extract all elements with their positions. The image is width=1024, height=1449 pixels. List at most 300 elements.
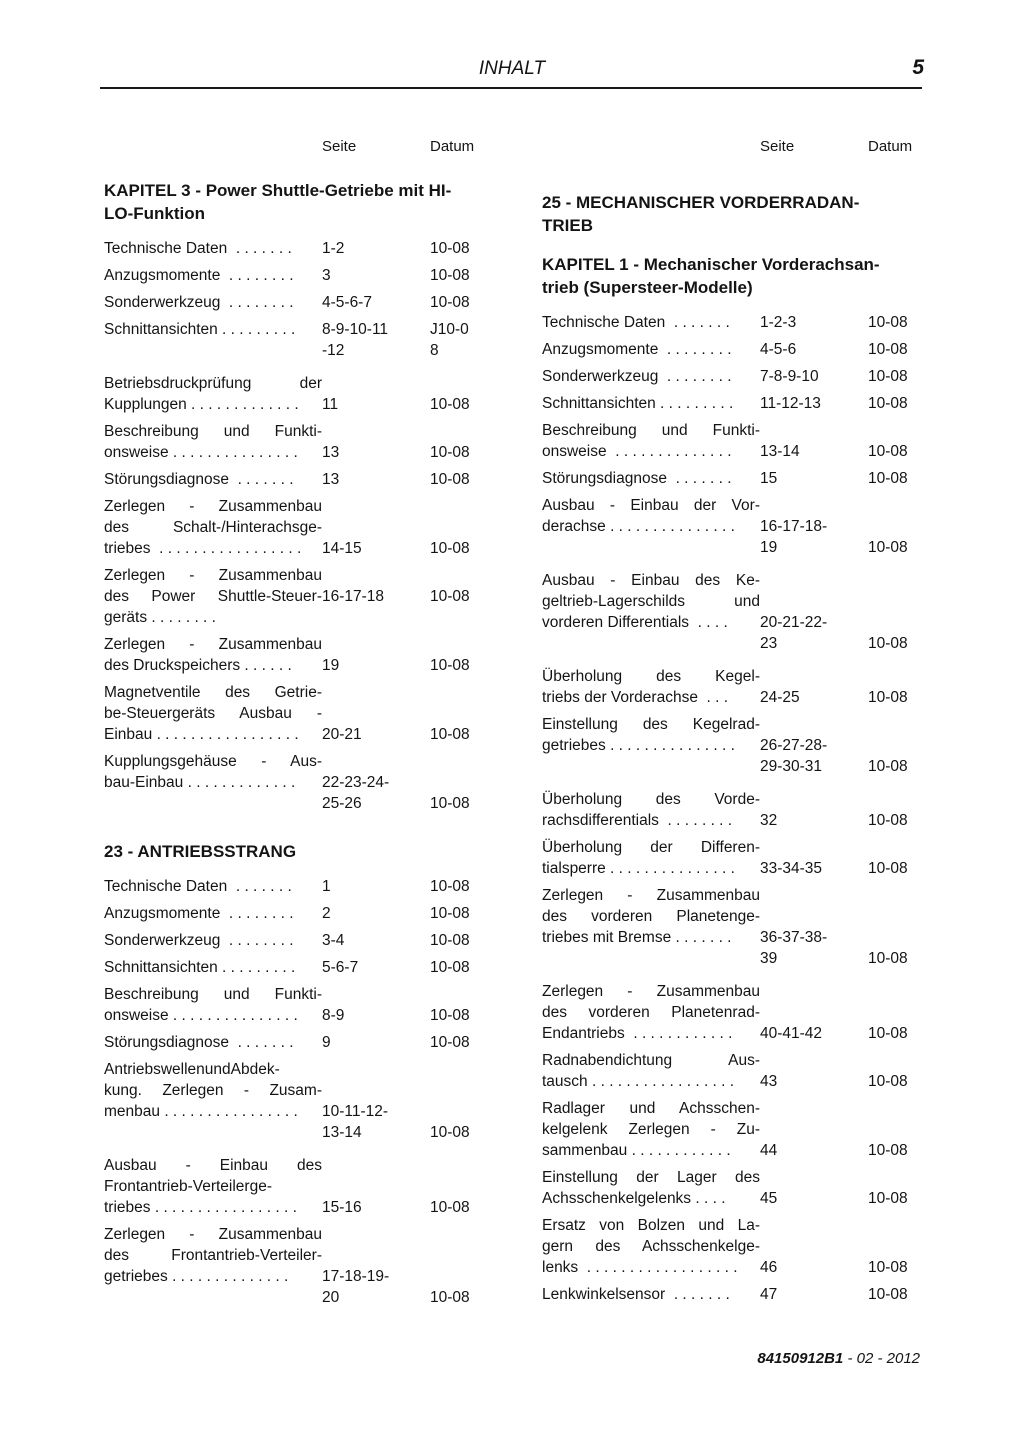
toc-entry-line: [104, 538, 484, 559]
toc-entry-line: [104, 655, 484, 676]
entry-title: kelgelenk Zerlegen - Zu-: [542, 1121, 760, 1138]
entry-page: 16-17-18-: [760, 518, 828, 535]
entry-page: 11: [322, 396, 339, 413]
toc-entry: [542, 495, 922, 558]
entry-page: [760, 885, 868, 906]
entry-page: 13-14: [322, 1124, 362, 1141]
entry-page: [322, 984, 430, 1005]
entry-datum: 10-08: [430, 396, 470, 413]
toc-entry-line: [104, 292, 484, 313]
entry-title: triebes mit Bremse . . . . . . .: [542, 929, 732, 946]
entry-page: [760, 570, 868, 591]
entry-page: 5-6-7: [322, 959, 359, 976]
entry-datum: [430, 517, 484, 538]
entry-datum: 10-08: [430, 267, 470, 284]
section-heading-line: 25 - MECHANISCHER VORDERRADAN-: [542, 193, 860, 212]
entry-page: 39: [760, 950, 778, 967]
entry-datum: 10-08: [430, 588, 470, 605]
entry-title: Schnittansichten . . . . . . . . .: [542, 395, 734, 412]
entry-datum: [868, 735, 922, 756]
toc-entry: [542, 570, 922, 654]
entry-title: vorderen Differentials . . . .: [542, 614, 728, 631]
entry-datum: [868, 714, 922, 735]
entry-datum: [868, 1215, 922, 1236]
entry-datum: [868, 906, 922, 927]
entry-datum: [868, 837, 922, 858]
entry-datum: 10-08: [430, 932, 470, 949]
entry-page: 20-21-22-: [760, 614, 828, 631]
toc-entry-line: [542, 687, 922, 708]
entry-page: 15-16: [322, 1199, 362, 1216]
entry-page: [322, 682, 430, 703]
entry-page: [760, 1098, 868, 1119]
entry-page: [760, 420, 868, 441]
toc-entry: [104, 496, 484, 559]
toc-entry-line: [542, 1071, 922, 1092]
toc-entry: [542, 885, 922, 969]
toc-entry: [542, 789, 922, 831]
entry-title: Lenkwinkelsensor . . . . . . .: [542, 1286, 730, 1303]
entry-title: Zerlegen - Zusammenbau: [104, 567, 322, 584]
entry-datum: 10-08: [868, 1025, 908, 1042]
entry-datum: [868, 591, 922, 612]
entry-title: Anzugsmomente . . . . . . . .: [104, 905, 294, 922]
entry-title: Endantriebs . . . . . . . . . . . .: [542, 1025, 733, 1042]
entry-title: getriebes . . . . . . . . . . . . . .: [104, 1268, 289, 1285]
entry-datum: [430, 1101, 484, 1122]
entry-title: Zerlegen - Zusammenbau: [104, 498, 322, 515]
toc-entry-line: [104, 634, 484, 655]
entry-datum: 10-08: [868, 812, 908, 829]
section-heading-line: 23 - ANTRIEBSSTRANG: [104, 842, 297, 861]
entry-datum: 10-08: [868, 758, 908, 775]
toc-entry: [104, 292, 484, 313]
entry-title: Beschreibung und Funkti-: [104, 986, 322, 1003]
toc-entry: [542, 312, 922, 333]
toc-entry-line: [104, 496, 484, 517]
datum-label: Datum: [868, 138, 913, 155]
toc-entry-line: [542, 1167, 922, 1188]
toc-entry-line: [542, 1119, 922, 1140]
entry-title: getriebes . . . . . . . . . . . . . . .: [542, 737, 735, 754]
toc-entry-line: [104, 442, 484, 463]
entry-page: [760, 714, 868, 735]
toc-entry-line: [542, 906, 922, 927]
entry-page: [760, 837, 868, 858]
entry-title: onsweise . . . . . . . . . . . . . .: [542, 443, 732, 460]
entry-title: tialsperre . . . . . . . . . . . . . . .: [542, 860, 735, 877]
toc-entry-line: [104, 373, 484, 394]
toc-entry: [104, 751, 484, 814]
entry-title: sammenbau . . . . . . . . . . . .: [542, 1142, 731, 1159]
entry-title: Zerlegen - Zusammenbau: [542, 983, 760, 1000]
entry-title: Einbau . . . . . . . . . . . . . . . . .: [104, 726, 299, 743]
entry-datum: [430, 1155, 484, 1176]
entry-datum: 10-08: [430, 878, 470, 895]
toc-entry-line: [542, 927, 922, 948]
toc-entry: [104, 903, 484, 924]
entry-datum: [868, 1236, 922, 1257]
entry-datum: [868, 1098, 922, 1119]
toc-entry-line: [104, 1197, 484, 1218]
toc-entry-line: [542, 1284, 922, 1305]
entry-datum: [868, 927, 922, 948]
entry-datum: [430, 1245, 484, 1266]
entry-page: -12: [322, 342, 345, 359]
toc-entry-line: [542, 981, 922, 1002]
entry-page: 47: [760, 1286, 778, 1303]
toc-entries: [542, 312, 922, 1305]
seite-label: Seite: [322, 138, 357, 155]
entry-title: rachsdifferentials . . . . . . . .: [542, 812, 733, 829]
entry-title: [542, 633, 760, 654]
toc-entry: [104, 984, 484, 1026]
toc-entry-line: [104, 1101, 484, 1122]
entry-title: Überholung des Kegel-: [542, 668, 760, 685]
entry-page: 8-9-10-11: [322, 321, 389, 338]
toc-entry: [104, 238, 484, 259]
toc-entry: [542, 837, 922, 879]
entry-page: [760, 1215, 868, 1236]
toc-entry-line: [542, 1236, 922, 1257]
entry-page: [322, 1155, 430, 1176]
entry-datum: 10-08: [868, 1286, 908, 1303]
entry-datum: 10-08: [430, 959, 470, 976]
entry-datum: 10-08: [868, 635, 908, 652]
toc-entry-line: [104, 586, 484, 607]
entry-datum: 10-08: [868, 368, 908, 385]
entry-page: 26-27-28-: [760, 737, 828, 754]
toc-entry-line: [104, 793, 484, 814]
toc-entry-line: [104, 930, 484, 951]
entry-datum: 10-08: [430, 240, 470, 257]
section-heading-line: LO-Funktion: [104, 204, 206, 223]
entry-title: Störungsdiagnose . . . . . . .: [104, 471, 294, 488]
toc-sections-left: [104, 157, 484, 1320]
entry-page: 10-11-12-: [322, 1103, 389, 1120]
toc-entry-line: [542, 837, 922, 858]
entry-page: [322, 607, 430, 628]
toc-entry: [104, 265, 484, 286]
toc-entry-line: [104, 1155, 484, 1176]
entry-title: Schnittansichten . . . . . . . . .: [104, 959, 296, 976]
entry-page: 1-2-3: [760, 314, 797, 331]
entry-page: [760, 495, 868, 516]
entry-page: 8-9: [322, 1007, 345, 1024]
entry-title: [542, 948, 760, 969]
toc-column-right: [542, 136, 922, 1320]
column-header-spacer: [542, 136, 760, 157]
entry-datum: 10-08: [868, 539, 908, 556]
toc-entry: [104, 957, 484, 978]
entry-datum: 10-08: [868, 341, 908, 358]
entry-page: [322, 634, 430, 655]
toc-entry: [542, 1167, 922, 1209]
toc-entry-line: [542, 420, 922, 441]
entry-title: Störungsdiagnose . . . . . . .: [104, 1034, 294, 1051]
entry-page: [760, 1119, 868, 1140]
toc-entry: [104, 1059, 484, 1143]
entry-title: triebes . . . . . . . . . . . . . . . . .: [104, 540, 302, 557]
toc-entry: [104, 634, 484, 676]
entry-page: 32: [760, 812, 778, 829]
toc-entry-line: [104, 703, 484, 724]
entry-title: des vorderen Planetenge-: [542, 908, 760, 925]
entry-datum: J10-0: [430, 321, 469, 338]
entry-page: 17-18-19-: [322, 1268, 390, 1285]
entry-page: [322, 751, 430, 772]
entry-datum: [430, 373, 484, 394]
toc-entry-line: [542, 1215, 922, 1236]
entry-datum: [430, 1176, 484, 1197]
entry-page: 11-12-13: [760, 395, 821, 412]
entry-title: Technische Daten . . . . . . .: [104, 878, 292, 895]
toc-entry-line: [542, 441, 922, 462]
entry-title: Ersatz von Bolzen und La-: [542, 1217, 760, 1234]
entry-title: derachse . . . . . . . . . . . . . . .: [542, 518, 735, 535]
column-header-spacer: [104, 136, 322, 157]
toc-entry-line: [104, 903, 484, 924]
toc-section: [542, 253, 922, 1311]
page-header: [100, 58, 924, 82]
entry-datum: [868, 789, 922, 810]
entry-datum: 10-08: [430, 657, 470, 674]
column-headers-right: [542, 136, 922, 157]
entry-page: 9: [322, 1034, 331, 1051]
entry-page: [322, 1224, 430, 1245]
toc-entry-line: [104, 772, 484, 793]
entry-page: [322, 1080, 430, 1101]
entry-title: Radlager und Achsschen-: [542, 1100, 760, 1117]
toc-entry: [542, 981, 922, 1044]
toc-entry-line: [542, 633, 922, 654]
toc-entry-line: [542, 885, 922, 906]
entry-page: [760, 906, 868, 927]
toc-entries: [104, 238, 484, 814]
toc-entry-line: [104, 394, 484, 415]
entry-page: [322, 1245, 430, 1266]
toc-entry-line: [104, 517, 484, 538]
entry-datum: 10-08: [868, 470, 908, 487]
entry-title: Sonderwerkzeug . . . . . . . .: [542, 368, 732, 385]
entry-datum: [430, 772, 484, 793]
entry-title: [104, 1287, 322, 1308]
entry-page: 33-34-35: [760, 860, 823, 877]
toc-entry-line: [104, 340, 484, 361]
entry-title: menbau . . . . . . . . . . . . . . . .: [104, 1103, 298, 1120]
toc-entry-line: [542, 810, 922, 831]
toc-entry: [542, 1284, 922, 1305]
entry-title: des Power Shuttle-Steuer-: [104, 588, 322, 605]
entry-datum: 10-08: [430, 1289, 470, 1306]
toc-entry: [104, 469, 484, 490]
entry-page: [760, 1002, 868, 1023]
toc-entry-line: [104, 265, 484, 286]
toc-entry: [542, 714, 922, 777]
entry-datum: 10-08: [868, 689, 908, 706]
entry-datum: [868, 1002, 922, 1023]
entry-datum: 10-08: [868, 1142, 908, 1159]
page-footer: [757, 1350, 920, 1367]
toc-entry-line: [542, 468, 922, 489]
entry-datum: 10-08: [868, 1259, 908, 1276]
toc-entry-line: [542, 1023, 922, 1044]
toc-entry-line: [542, 948, 922, 969]
entry-title: des vorderen Planetenrad-: [542, 1004, 760, 1021]
toc-entry: [104, 682, 484, 745]
entry-datum: 10-08: [430, 1199, 470, 1216]
entry-page: [760, 981, 868, 1002]
entry-title: [104, 340, 322, 361]
toc-entry-line: [542, 393, 922, 414]
entry-page: 3: [322, 267, 331, 284]
toc-entry-line: [542, 1098, 922, 1119]
toc-entry-line: [542, 366, 922, 387]
entry-page: 45: [760, 1190, 778, 1207]
section-heading: [104, 179, 484, 225]
entry-title: Sonderwerkzeug . . . . . . . .: [104, 932, 294, 949]
entry-title: be-Steuergeräts Ausbau -: [104, 705, 322, 722]
entry-page: 4-5-6: [760, 341, 797, 358]
toc-entry-line: [104, 984, 484, 1005]
entry-page: 46: [760, 1259, 778, 1276]
entry-datum: [430, 634, 484, 655]
entry-page: [760, 1167, 868, 1188]
entry-datum: [430, 751, 484, 772]
toc-entry-line: [104, 607, 484, 628]
entry-datum: [430, 682, 484, 703]
entry-page: [322, 496, 430, 517]
toc-entry-line: [542, 756, 922, 777]
entry-datum: [868, 495, 922, 516]
entry-title: [104, 793, 322, 814]
entry-title: des Schalt-/Hinterachsge-: [104, 519, 322, 536]
entry-page: 23: [760, 635, 778, 652]
toc-entry-line: [104, 876, 484, 897]
entry-title: Ausbau - Einbau der Vor-: [542, 497, 760, 514]
toc-entry-line: [104, 1032, 484, 1053]
entry-datum: 10-08: [868, 950, 908, 967]
toc-entry-line: [104, 724, 484, 745]
entry-page: 25-26: [322, 795, 362, 812]
entry-page: 13: [322, 444, 340, 461]
entry-page: 14-15: [322, 540, 362, 557]
entry-page: 7-8-9-10: [760, 368, 819, 385]
entry-title: tausch . . . . . . . . . . . . . . . . .: [542, 1073, 735, 1090]
entry-datum: [868, 570, 922, 591]
toc-entry-line: [542, 612, 922, 633]
toc-entry: [542, 468, 922, 489]
entry-datum: 10-08: [430, 905, 470, 922]
toc-content: [104, 136, 922, 1320]
entry-page: 13: [322, 471, 340, 488]
entry-page: 44: [760, 1142, 778, 1159]
page-number: 5: [912, 56, 924, 79]
entry-title: Technische Daten . . . . . . .: [542, 314, 730, 331]
toc-entry: [542, 666, 922, 708]
entry-datum: 10-08: [868, 395, 908, 412]
entry-page: [322, 373, 430, 394]
section-heading: [542, 191, 922, 237]
entry-datum: [430, 607, 484, 628]
entry-datum: [430, 703, 484, 724]
toc-entry-line: [104, 1266, 484, 1287]
entry-page: 3-4: [322, 932, 345, 949]
entry-title: Ausbau - Einbau des Ke-: [542, 572, 760, 589]
entry-page: [760, 666, 868, 687]
entry-page: [760, 789, 868, 810]
entry-title: Kupplungen . . . . . . . . . . . . .: [104, 396, 299, 413]
entry-title: kung. Zerlegen - Zusam-: [104, 1082, 322, 1099]
toc-sections-right: [542, 157, 922, 1311]
entry-page: 20: [322, 1289, 340, 1306]
toc-entry: [104, 373, 484, 415]
entry-title: Beschreibung und Funkti-: [542, 422, 760, 439]
toc-entry-line: [542, 591, 922, 612]
entry-page: 19: [322, 657, 340, 674]
entry-title: Störungsdiagnose . . . . . . .: [542, 470, 732, 487]
entry-datum: [868, 420, 922, 441]
entry-title: des Druckspeichers . . . . . .: [104, 657, 292, 674]
entry-datum: 10-08: [868, 443, 908, 460]
entry-datum: 10-08: [430, 726, 470, 743]
toc-entry: [542, 420, 922, 462]
entry-title: onsweise . . . . . . . . . . . . . . .: [104, 444, 298, 461]
entry-datum: [430, 1224, 484, 1245]
entry-title: Achsschenkelgelenks . . . .: [542, 1190, 726, 1207]
toc-entry: [104, 1224, 484, 1308]
entry-title: Betriebsdruckprüfung der: [104, 375, 322, 392]
entry-title: Einstellung des Kegelrad-: [542, 716, 760, 733]
entry-datum: [430, 984, 484, 1005]
entry-datum: [868, 1119, 922, 1140]
entry-title: Überholung des Vorde-: [542, 791, 760, 808]
toc-entry-line: [104, 1224, 484, 1245]
entry-title: geltrieb-Lagerschilds und: [542, 593, 760, 610]
entry-title: Überholung der Differen-: [542, 839, 760, 856]
toc-section: [104, 840, 484, 1320]
entry-title: des Frontantrieb-Verteiler-: [104, 1247, 322, 1264]
entry-datum: [430, 565, 484, 586]
entry-title: triebes . . . . . . . . . . . . . . . . .: [104, 1199, 297, 1216]
toc-entry-line: [542, 339, 922, 360]
entry-title: Beschreibung und Funkti-: [104, 423, 322, 440]
entry-page: [760, 591, 868, 612]
entry-title: triebs der Vorderachse . . .: [542, 689, 729, 706]
entry-datum: 10-08: [430, 1124, 470, 1141]
entry-datum: [868, 981, 922, 1002]
toc-entry: [542, 1050, 922, 1092]
toc-entry-line: [542, 312, 922, 333]
entry-title: Zerlegen - Zusammenbau: [542, 887, 760, 904]
entry-page: [322, 565, 430, 586]
toc-entry: [104, 319, 484, 361]
entry-page: 29-30-31: [760, 758, 823, 775]
entry-datum: 10-08: [868, 1073, 908, 1090]
entry-title: Technische Daten . . . . . . .: [104, 240, 292, 257]
entry-datum: 10-08: [868, 314, 908, 331]
entry-page: 13-14: [760, 443, 800, 460]
datum-label: Datum: [430, 138, 475, 155]
entry-datum: 10-08: [430, 444, 470, 461]
entry-datum: [868, 885, 922, 906]
entry-title: onsweise . . . . . . . . . . . . . . .: [104, 1007, 298, 1024]
section-heading-line: trieb (Supersteer-Modelle): [542, 278, 753, 297]
entry-title: Anzugsmomente . . . . . . . .: [104, 267, 294, 284]
toc-entry-line: [104, 682, 484, 703]
entry-page: 16-17-18: [322, 588, 385, 605]
entry-datum: [430, 1080, 484, 1101]
